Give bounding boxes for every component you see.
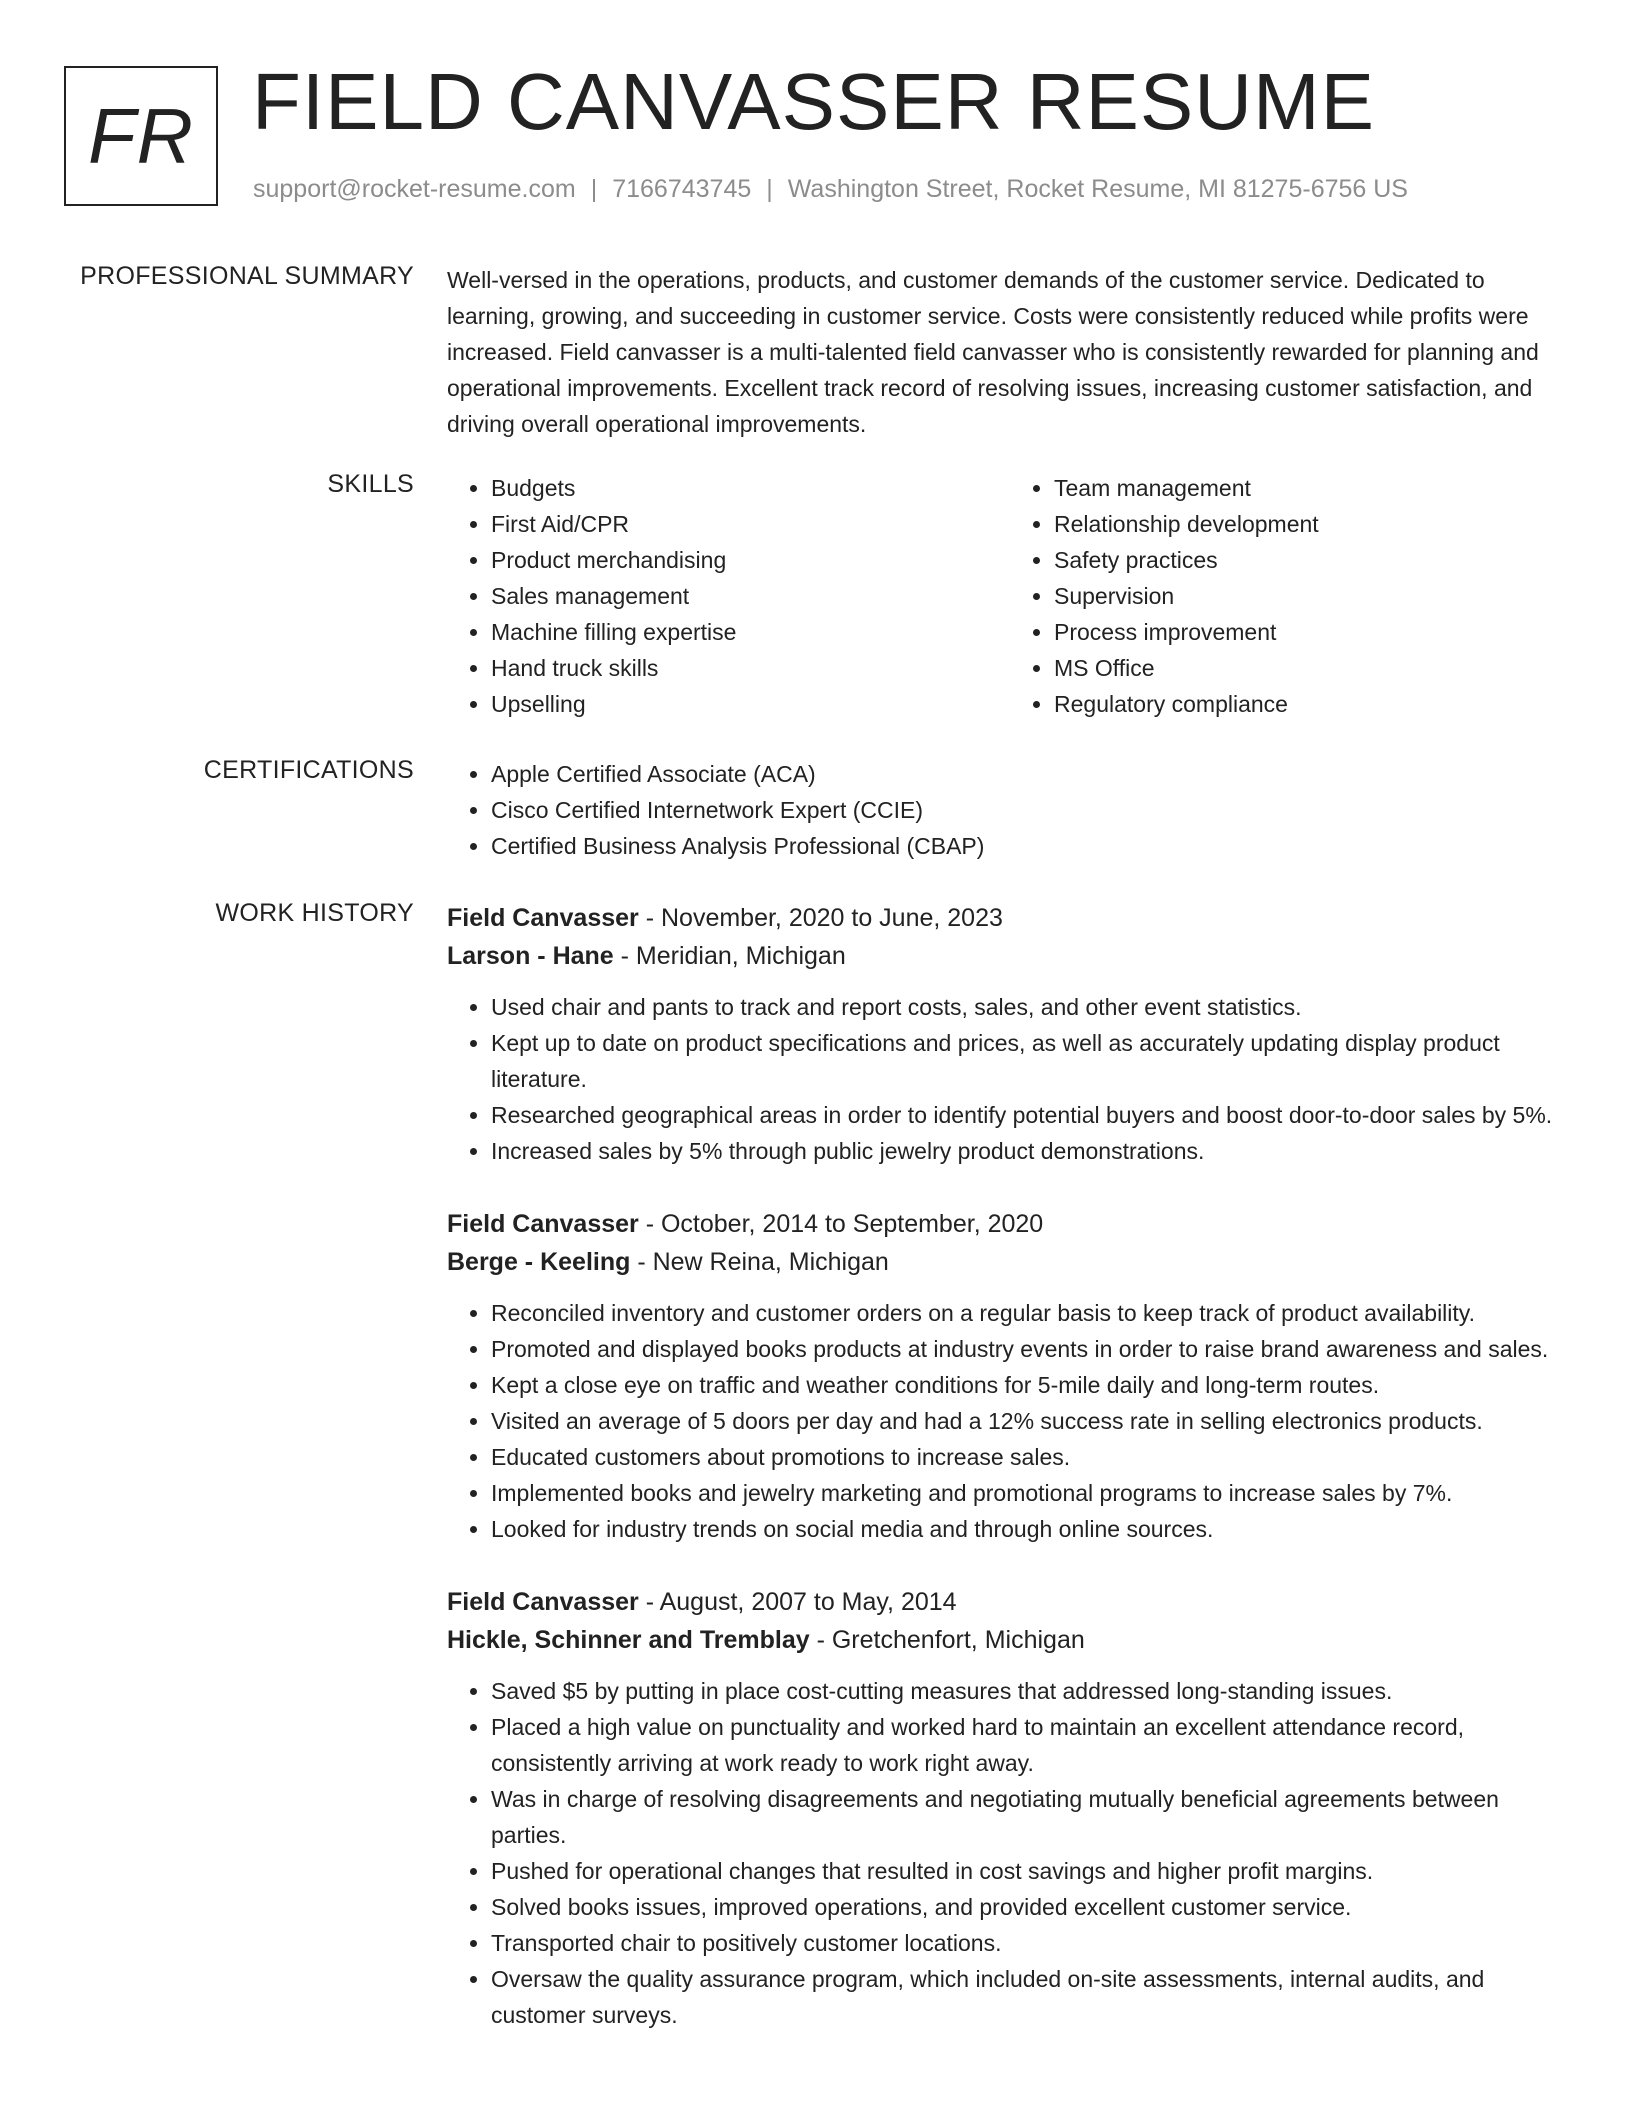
job-entry: [447, 1583, 1573, 2033]
job-bullets: [447, 1673, 1573, 2033]
job-title: Field Canvasser: [447, 904, 639, 932]
job-company: Larson - Hane: [447, 942, 614, 970]
list-item: • Placed a high value on punctuality and worked hard to maintain an excellent attendance record, consistently arriving at work ready to work right away.: [491, 1709, 1573, 1781]
list-item: • Sales management: [491, 578, 1010, 614]
job-company: Berge - Keeling: [447, 1248, 631, 1276]
skills-list-left: [447, 470, 1010, 722]
list-item: • Apple Certified Associate (ACA): [491, 756, 1573, 792]
list-item: • Cisco Certified Internetwork Expert (CCIE): [491, 792, 1573, 828]
resume-title: FIELD CANVASSER RESUME: [252, 57, 1375, 146]
list-item: • Budgets: [491, 470, 1010, 506]
list-item: • Kept a close eye on traffic and weather conditions for 5-mile daily and long-term routes.: [491, 1367, 1573, 1403]
skills-list-right: [1010, 470, 1573, 722]
summary-text: Well-versed in the operations, products, and customer demands of the customer service. Dedicated to learning, growing, and succeeding in customer service. Costs were consistently reduced while profits were increased. Field canvasser is a multi-talented field canvasser who is consistently rewarded for planning and operational improvements. Excellent track record of resolving issues, increasing customer satisfaction, and driving overall operational improvements.: [447, 267, 1539, 437]
contact-line: [253, 175, 1408, 204]
job-location: - New Reina, Michigan: [630, 1248, 889, 1276]
section-label-work-history: WORK HISTORY: [215, 899, 414, 927]
list-item: • Was in charge of resolving disagreements and negotiating mutually beneficial agreements between parties.: [491, 1781, 1573, 1853]
job-title-line: [447, 1583, 1573, 1621]
job-company-line: [447, 1243, 1573, 1281]
certifications-list: [447, 756, 1573, 864]
list-item: • Transported chair to positively customer locations.: [491, 1925, 1573, 1961]
list-item: • Certified Business Analysis Professional (CBAP): [491, 828, 1573, 864]
job-title-line: [447, 899, 1573, 937]
list-item: • First Aid/CPR: [491, 506, 1010, 542]
job-location: - Gretchenfort, Michigan: [809, 1626, 1085, 1654]
job-dates: - November, 2020 to June, 2023: [638, 904, 1003, 932]
list-item: • Researched geographical areas in order to identify potential buyers and boost door-to-door sales by 5%.: [491, 1097, 1573, 1133]
contact-phone: 7166743745: [612, 175, 752, 203]
contact-email: support@rocket-resume.com: [253, 175, 576, 203]
job-dates: - August, 2007 to May, 2014: [638, 1588, 957, 1616]
section-label-skills: SKILLS: [327, 470, 414, 498]
list-item: • Machine filling expertise: [491, 614, 1010, 650]
list-item: • Relationship development: [1054, 506, 1573, 542]
work-history-content: [447, 899, 1573, 2033]
list-item: • Solved books issues, improved operations, and provided excellent customer service.: [491, 1889, 1573, 1925]
list-item: • Saved $5 by putting in place cost-cutting measures that addressed long-standing issues.: [491, 1673, 1573, 1709]
job-title: Field Canvasser: [447, 1210, 639, 1238]
job-dates: - October, 2014 to September, 2020: [638, 1210, 1044, 1238]
summary-content: [447, 262, 1573, 442]
list-item: • Oversaw the quality assurance program, which included on-site assessments, internal audits, and customer surveys.: [491, 1961, 1573, 2033]
job-title-line: [447, 1205, 1573, 1243]
skills-content: [447, 470, 1573, 722]
list-item: • Safety practices: [1054, 542, 1573, 578]
contact-separator: |: [766, 175, 773, 203]
list-item: • Looked for industry trends on social media and through online sources.: [491, 1511, 1573, 1547]
job-bullets: [447, 1295, 1573, 1547]
certifications-content: [447, 756, 1573, 864]
list-item: • Used chair and pants to track and report costs, sales, and other event statistics.: [491, 989, 1573, 1025]
job-company-line: [447, 937, 1573, 975]
job-company: Hickle, Schinner and Tremblay: [447, 1626, 810, 1654]
contact-address: Washington Street, Rocket Resume, MI 81275-6756 US: [787, 175, 1408, 203]
list-item: • Pushed for operational changes that resulted in cost savings and higher profit margins.: [491, 1853, 1573, 1889]
job-entry: [447, 899, 1573, 1169]
list-item: • Team management: [1054, 470, 1573, 506]
list-item: • Increased sales by 5% through public jewelry product demonstrations.: [491, 1133, 1573, 1169]
contact-separator: |: [590, 175, 598, 203]
job-location: - Meridian, Michigan: [613, 942, 846, 970]
job-bullets: [447, 989, 1573, 1169]
job-company-line: [447, 1621, 1573, 1659]
list-item: • Regulatory compliance: [1054, 686, 1573, 722]
list-item: • Promoted and displayed books products at industry events in order to raise brand awareness and sales.: [491, 1331, 1573, 1367]
list-item: • Implemented books and jewelry marketing and promotional programs to increase sales by 7%.: [491, 1475, 1573, 1511]
list-item: • Product merchandising: [491, 542, 1010, 578]
list-item: • MS Office: [1054, 650, 1573, 686]
section-label-summary: PROFESSIONAL SUMMARY: [80, 262, 414, 290]
list-item: • Hand truck skills: [491, 650, 1010, 686]
list-item: • Process improvement: [1054, 614, 1573, 650]
job-entry: [447, 1205, 1573, 1547]
job-title: Field Canvasser: [447, 1588, 639, 1616]
list-item: • Upselling: [491, 686, 1010, 722]
monogram-box: [64, 66, 218, 206]
list-item: • Reconciled inventory and customer orders on a regular basis to keep track of product availability.: [491, 1295, 1573, 1331]
monogram-initials: FR: [88, 91, 194, 180]
list-item: • Kept up to date on product specifications and prices, as well as accurately updating display product literature.: [491, 1025, 1573, 1097]
list-item: • Educated customers about promotions to increase sales.: [491, 1439, 1573, 1475]
section-label-certifications: CERTIFICATIONS: [203, 756, 414, 784]
list-item: • Visited an average of 5 doors per day and had a 12% success rate in selling electronics products.: [491, 1403, 1573, 1439]
list-item: • Supervision: [1054, 578, 1573, 614]
